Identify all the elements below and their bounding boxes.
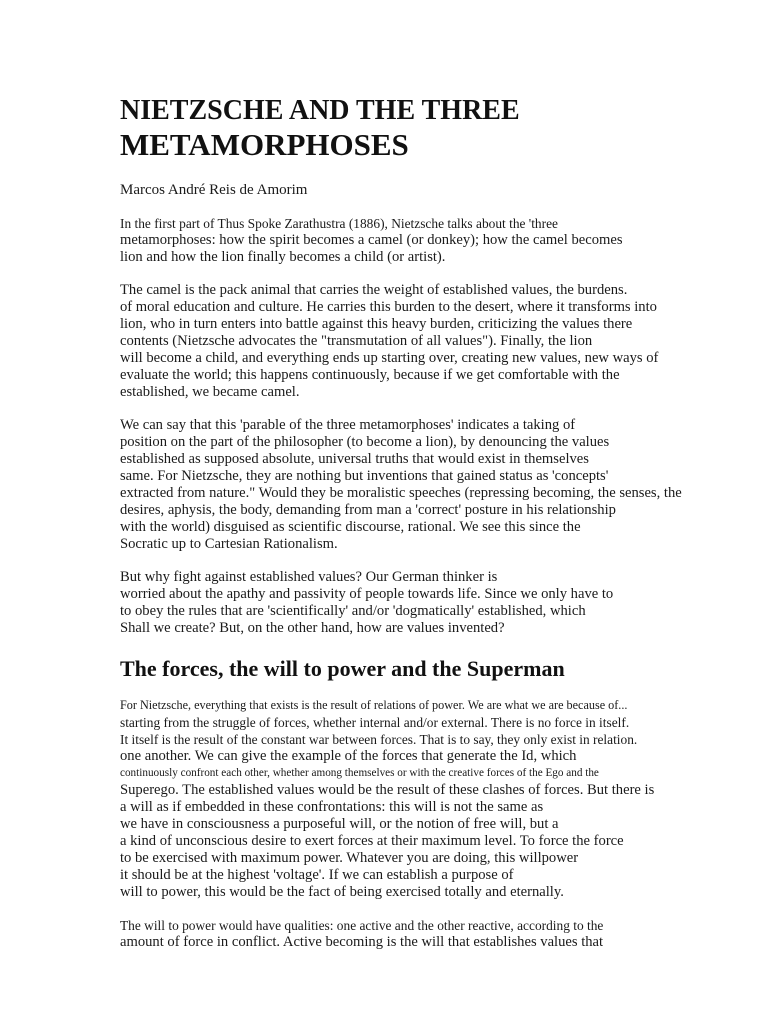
text-line: continuously confront each other, whether among themselves or with the creative forces of the Ego and the <box>120 767 599 779</box>
text-line: Shall we create? But, on the other hand, how are values invented? <box>120 620 505 636</box>
text-line: In the first part of Thus Spoke Zarathustra (1886), Nietzsche talks about the 'three <box>120 216 558 231</box>
text-line: lion and how the lion finally becomes a child (or artist). <box>120 249 446 265</box>
text-line: evaluate the world; this happens continuously, because if we get comfortable with the <box>120 367 620 383</box>
text-line: will to power, this would be the fact of being exercised totally and eternally. <box>120 884 564 900</box>
text-line: For Nietzsche, everything that exists is the result of relations of power. We are what we are because of... <box>120 698 628 712</box>
text-line: with the world) disguised as scientific discourse, rational. We see this since the <box>120 519 581 535</box>
text-line: extracted from nature." Would they be moralistic speeches (repressing becoming, the senses, the <box>120 485 682 501</box>
text-line: desires, aphysis, the body, demanding from man a 'correct' posture in his relationship <box>120 502 616 518</box>
text-line: The camel is the pack animal that carries the weight of established values, the burdens. <box>120 282 628 298</box>
paragraph-2 <box>120 282 720 401</box>
text-line: metamorphoses: how the spirit becomes a camel (or donkey); how the camel becomes <box>120 232 623 248</box>
document-title <box>120 94 720 163</box>
text-line: contents (Nietzsche advocates the "transmutation of all values"). Finally, the lion <box>120 333 593 349</box>
text-line: It itself is the result of the constant war between forces. That is to say, they only exist in relation. <box>120 732 638 747</box>
text-line: The will to power would have qualities: one active and the other reactive, according to the <box>120 918 604 933</box>
text-line: established, we became camel. <box>120 384 300 400</box>
paragraph-1 <box>120 215 720 266</box>
document-page <box>120 94 720 951</box>
text-line: We can say that this 'parable of the three metamorphoses' indicates a taking of <box>120 417 576 433</box>
text-line: to be exercised with maximum power. Whatever you are doing, this willpower <box>120 850 579 866</box>
section-paragraph-1 <box>120 697 720 901</box>
text-line: same. For Nietzsche, they are nothing but inventions that gained status as 'concepts' <box>120 468 609 484</box>
text-line: worried about the apathy and passivity of people towards life. Since we only have to <box>120 586 614 602</box>
text-line: position on the part of the philosopher (to become a lion), by denouncing the values <box>120 434 610 450</box>
text-line: lion, who in turn enters into battle against this heavy burden, criticizing the values there <box>120 316 633 332</box>
title-line-2: METAMORPHOSES <box>120 127 409 162</box>
text-line: Superego. The established values would be the result of these clashes of forces. But there is <box>120 782 655 798</box>
text-line: it should be at the highest 'voltage'. If we can establish a purpose of <box>120 867 514 883</box>
text-line: a will as if embedded in these confrontations: this will is not the same as <box>120 799 544 815</box>
text-line: to obey the rules that are 'scientifically' and/or 'dogmatically' established, which <box>120 603 586 619</box>
section-paragraph-2 <box>120 917 720 951</box>
paragraph-4 <box>120 569 720 637</box>
title-line-1: NIETZSCHE AND THE THREE <box>120 95 520 126</box>
text-line: established as supposed absolute, universal truths that would exist in themselves <box>120 451 589 467</box>
text-line: starting from the struggle of forces, whether internal and/or external. There is no force in itself. <box>120 715 630 730</box>
author-name: Marcos André Reis de Amorim <box>120 182 308 198</box>
text-line: one another. We can give the example of the forces that generate the Id, which <box>120 748 577 764</box>
text-line: But why fight against established values? Our German thinker is <box>120 569 498 585</box>
text-line: we have in consciousness a purposeful will, or the notion of free will, but a <box>120 816 559 832</box>
paragraph-3 <box>120 417 720 553</box>
text-line: of moral education and culture. He carries this burden to the desert, where it transforms into <box>120 299 657 315</box>
text-line: amount of force in conflict. Active becoming is the will that establishes values that <box>120 934 604 950</box>
text-line: Socratic up to Cartesian Rationalism. <box>120 536 338 552</box>
section-heading: The forces, the will to power and the Superman <box>120 656 565 681</box>
text-line: will become a child, and everything ends up starting over, creating new values, new ways of <box>120 350 659 366</box>
text-line: a kind of unconscious desire to exert forces at their maximum level. To force the force <box>120 833 624 849</box>
